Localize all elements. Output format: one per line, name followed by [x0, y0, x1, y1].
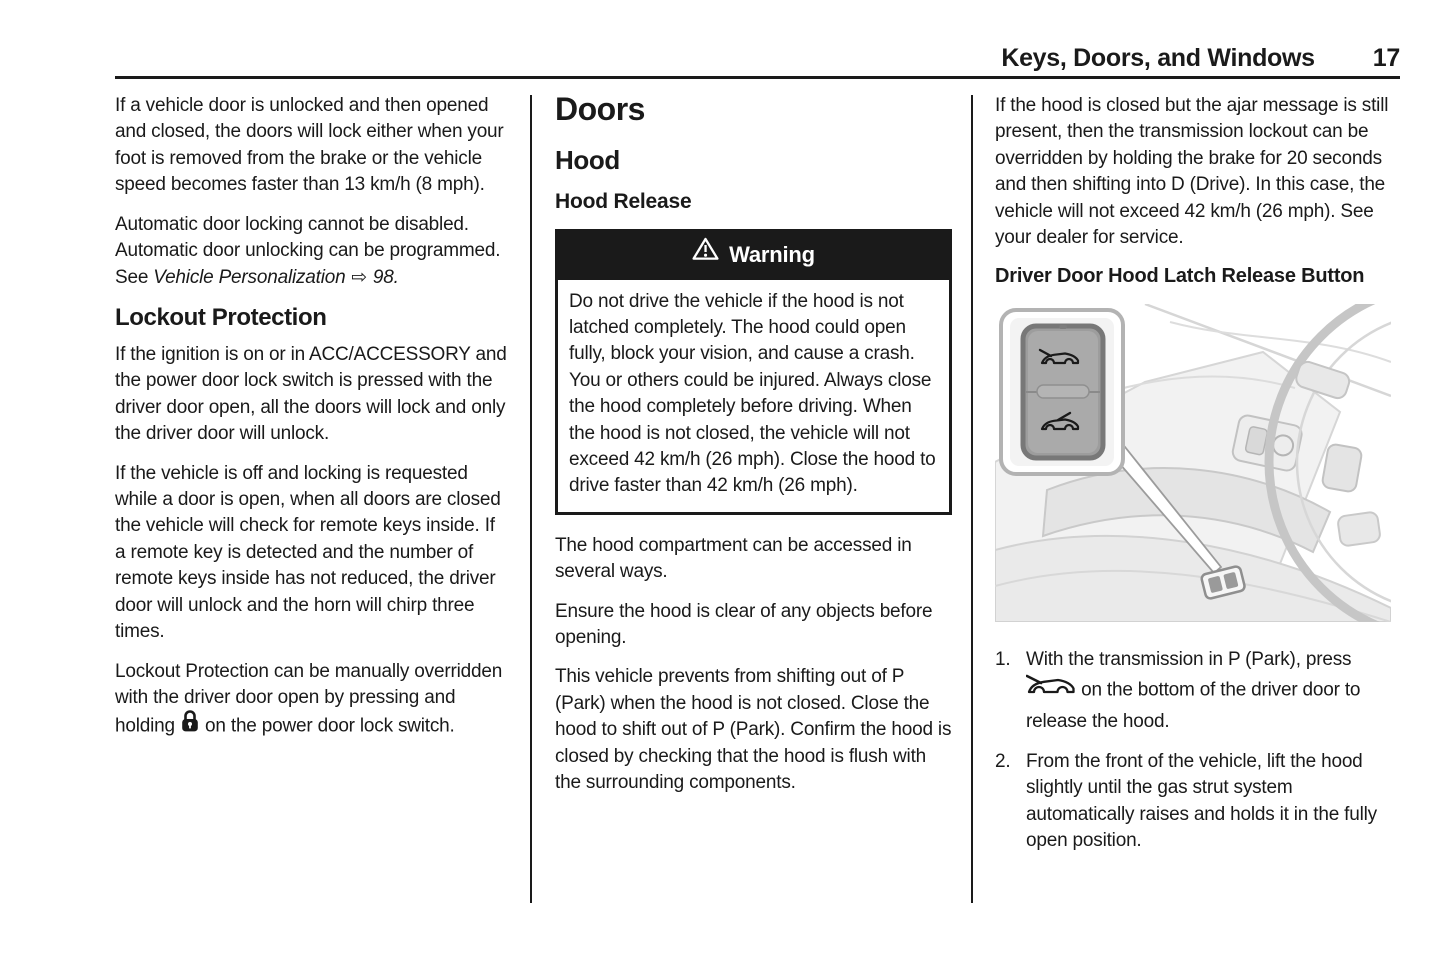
cross-reference-page: 98.	[372, 267, 399, 289]
step-1-text	[1026, 647, 1392, 735]
paragraph-auto-lock: If a vehicle door is unlocked and then opened and closed, the doors will lock either when your foot is removed from the brake or the vehicle speed becomes faster than 13 km/h (8 mph).	[115, 95, 504, 196]
latch-release-heading: Driver Door Hood Latch Release Button	[995, 265, 1365, 288]
step-2-text: From the front of the vehicle, lift the hood slightly until the gas strut system automatically raises and holds it in the fully open position.	[1026, 751, 1377, 852]
step-1	[995, 647, 1392, 735]
cross-reference-arrow: ⇨	[345, 266, 373, 289]
paragraph-override	[115, 659, 509, 743]
page-header	[115, 44, 1400, 73]
step-1-number: 1.	[995, 648, 1011, 670]
column-3	[995, 93, 1392, 869]
paragraph-hood-compartment: The hood compartment can be accessed in several ways.	[555, 534, 912, 583]
column-divider-1	[530, 95, 532, 903]
page-number: 17	[1372, 44, 1400, 72]
warning-triangle-icon	[692, 237, 719, 270]
lockout-protection-heading: Lockout Protection	[115, 303, 327, 331]
step-2-number: 2.	[995, 751, 1011, 773]
step-1-post: on the bottom of the driver door to release the hood.	[1026, 679, 1361, 732]
step-1-pre: With the transmission in P (Park), press	[1026, 648, 1352, 670]
hood-release-icon	[1026, 671, 1076, 706]
paragraph-programming	[115, 212, 509, 292]
paragraph-override-post: on the power door lock switch.	[199, 716, 455, 738]
driver-door-interior-illustration	[995, 304, 1392, 630]
warning-title: Warning	[729, 241, 815, 267]
warning-body: Do not drive the vehicle if the hood is not latched completely. The hood could open fully, block your vision, and cause a crash. You or others could be injured. Always close the hood completely before driving. When the hood is not closed, the vehicle will not exceed 42 km/h (26 mph). Close the hood to drive faster than 42 km/h (26 mph).	[569, 290, 936, 497]
warning-box	[555, 229, 952, 515]
column-divider-2	[971, 95, 973, 903]
paragraph-remote-keys: If the vehicle is off and locking is requested while a door is open, when all doors are closed the vehicle will check for remote keys inside. If a remote key is detected and the number of remote keys inside has not reduced, the driver door will unlock and the horn will chirp three times.	[115, 462, 501, 643]
paragraph-ajar-override: If the hood is closed but the ajar message is still present, then the transmission lockout can be overridden by holding the brake for 20 seconds and then shifting into D (Drive). In this case, the vehicle will not exceed 42 km/h (26 mph). See your dealer for service.	[995, 95, 1389, 249]
column-1	[115, 93, 509, 756]
paragraph-override-pre: Lockout Protection can be manually overridden with the driver door open by pressing and holding	[115, 660, 503, 738]
hood-heading: Hood	[555, 144, 620, 175]
header-rule	[115, 76, 1400, 79]
doors-heading: Doors	[555, 91, 645, 127]
lock-icon	[180, 709, 200, 740]
paragraph-ignition: If the ignition is on or in ACC/ACCESSORY and the power door lock switch is pressed with the driver door open, all the doors will lock and only the driver door will unlock.	[115, 344, 507, 445]
paragraph-programming-text: Automatic door locking cannot be disabled. Automatic door unlocking can be programmed. See	[115, 213, 501, 289]
cross-reference-title: Vehicle Personalization	[153, 267, 346, 289]
chapter-title: Keys, Doors, and Windows	[1001, 44, 1315, 72]
paragraph-hood-clear: Ensure the hood is clear of any objects before opening.	[555, 600, 933, 648]
hood-release-heading: Hood Release	[555, 189, 692, 213]
warning-header	[558, 232, 949, 280]
column-2	[555, 93, 952, 809]
step-2	[995, 749, 1392, 855]
paragraph-park-shift: This vehicle prevents from shifting out of P (Park) when the hood is not closed. Close the hood to shift out of P (Park). Confirm the hood is closed by checking that the hood is flush with the surrounding components.	[555, 666, 952, 794]
